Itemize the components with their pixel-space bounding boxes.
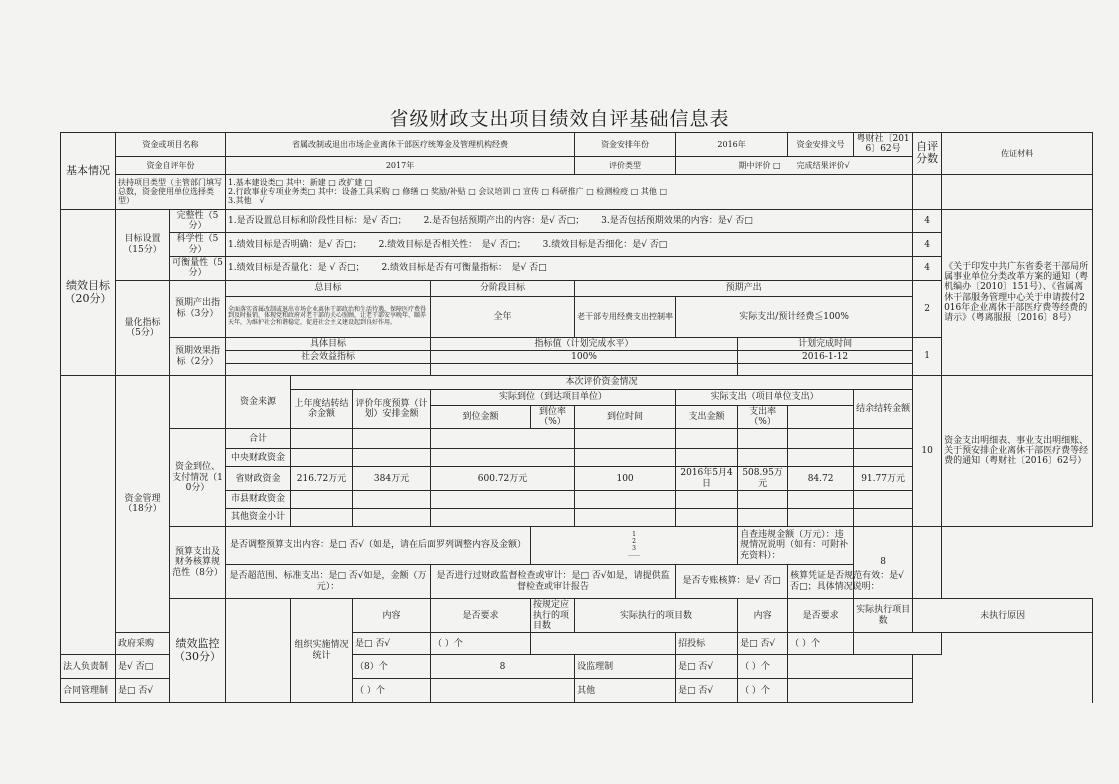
effect-time: 2016-1-12: [738, 351, 913, 364]
cell-rate: [575, 509, 676, 527]
measurable-q2: 2.绩效目标是否有可衡量指标： 是√ 否□: [381, 263, 547, 274]
cell-planned: （8）个: [353, 655, 431, 679]
col-actual: 实际执行的项目数: [575, 599, 738, 633]
project-type-2: 2.行政事业专项业务类□ 其中：设备工具采购 □ 修缮 □ 奖励/补贴 □ 会议培训 □ 宣传 □ 科研推广 □ 检测检疫 □ 其他 □: [228, 187, 668, 197]
adjust-item: 1: [632, 531, 636, 539]
cell-time: [676, 491, 738, 509]
section-goals: 绩效目标（20分）: [61, 209, 116, 376]
audit-question: 是否进行过财政监督检查或审计：是□ 否√如是，请提供监督检查或审计报告: [431, 565, 676, 599]
project-type-label: 扶持项目类型（主管部门填写总数，资金使用单位选择类型）: [116, 174, 226, 209]
cell-arrival: [431, 509, 575, 527]
quant-label: 量化指标（5分）: [116, 280, 170, 376]
output-indicator: 老干部专用经费支出控制率: [575, 296, 676, 337]
scientific-label: 科学性（5分）: [170, 233, 226, 257]
col-reason: 未执行原因: [913, 599, 1093, 633]
arrival-label: 资金到位、支付情况（10分）: [170, 429, 226, 527]
cell-prev: [291, 429, 353, 449]
voucher-question: 核算凭证是否规范有效：是√ 否□；具体情况说明：: [788, 565, 913, 599]
overall-target: 全面落实省属改制或退出市场企业离休干部政治和生活待遇，保障医疗费得到及时报销，体现党和政府对老干部的关心照顾，让老干部安享晚年、颐养天年，为维护社会和谐稳定，促进社会主义建设起到良好作用。: [226, 296, 431, 337]
org-label: 组织实施情况统计: [291, 599, 353, 703]
cell-spend-rate: [788, 429, 854, 449]
table-row: 合同管理制: [61, 679, 116, 703]
col-required-2: 是否要求: [788, 599, 854, 633]
eval-year-label: 资金自评年份: [116, 156, 226, 174]
cell-required: 是□ 否√: [353, 633, 431, 655]
cell-spend: 508.95万元: [738, 467, 788, 491]
adjust-item: 2: [632, 538, 636, 546]
self-check: 自查违规金额（万元）：违规情况说明（如有：可附补充资料）：: [738, 527, 854, 565]
eval-type-label: 评价类型: [575, 156, 676, 174]
eval-year: 2017年: [226, 156, 575, 174]
budget-score: 8: [854, 527, 913, 599]
cell-arrival: [431, 429, 575, 449]
arrival-rate-label: 到位率（%）: [531, 405, 575, 429]
cell-spend: [738, 449, 788, 467]
arrival-group-label: 实际到位（到达项目单位）: [431, 389, 676, 405]
setting-label: 目标设置（15分）: [116, 209, 170, 280]
col-content-2: 内容: [738, 599, 788, 633]
cell-balance: [854, 449, 913, 467]
completeness-q2: 2.是否包括预期产出的内容：是√ 否□；: [423, 215, 585, 226]
cell-required: 是√ 否□: [116, 655, 170, 679]
arrival-score: 10: [913, 376, 942, 527]
cell-prev: [291, 491, 353, 509]
balance-label: 结余结转金额: [854, 389, 913, 429]
cell-prev: [291, 509, 353, 527]
scientific-q2: 2.绩效目标是否相关性： 是√ 否□；: [378, 239, 526, 250]
cell-spend-rate: 84.72: [788, 467, 854, 491]
effect-empty-1: [226, 364, 431, 376]
cell-balance: [854, 509, 913, 527]
goals-evidence: 《关于印发中共广东省委老干部局所属事业单位分类改革方案的通知（粤机编办〔2010〕151号）、《省属离休干部服务管理中心关于申请拨付2016年企业离休干部医疗费等经费的请示》（粤离服报〔2016〕8号）: [942, 209, 1093, 376]
self-score-label: 自评分数: [913, 133, 942, 175]
cell-budget: 384万元: [353, 467, 431, 491]
section-monitor: 绩效监控（30分）: [170, 599, 226, 703]
scientific-score: 4: [913, 233, 942, 257]
funds-blank-col: [170, 376, 226, 429]
scientific-q3: 3.绩效目标是否细化：是√ 否□: [542, 239, 668, 250]
completeness-q3: 3.是否包括预期效果的内容：是√ 否□: [601, 215, 753, 226]
doc-label: 资金安排文号: [788, 133, 854, 157]
measurable-label: 可衡量性（5分）: [170, 257, 226, 281]
project-name-label: 资金或项目名称: [116, 133, 226, 157]
table-row: 中央财政资金: [226, 449, 291, 467]
project-type-1: 1.基本建设类□ 其中：新建 □ 改扩建 □: [228, 177, 373, 187]
scientific-q1: 1.绩效目标是否明确：是√ 否□；: [228, 239, 362, 250]
col-required: 是否要求: [431, 599, 531, 633]
cell-balance: 91.77万元: [854, 467, 913, 491]
table-row: 省财政资金: [226, 467, 291, 491]
cell-spend-rate: [788, 509, 854, 527]
effect-target: 社会效益指标: [226, 351, 431, 364]
cell-arrival: [431, 449, 575, 467]
cell-actual-2: （ ）个: [738, 679, 788, 703]
table-row: 合计: [226, 429, 291, 449]
adjust-items: [531, 527, 738, 565]
effect-value: 100%: [431, 351, 738, 364]
budget-evidence: [913, 527, 942, 599]
cell-time: [676, 449, 738, 467]
cell-actual: [531, 633, 676, 655]
cell-planned: （ ）个: [353, 679, 431, 703]
cell-arrival: 600.72万元: [431, 467, 575, 491]
empty-evidence-cell: [942, 174, 1093, 209]
project-type-options: [226, 174, 913, 209]
adjust-item: ……: [628, 551, 641, 559]
cell-required: 是□ 否√: [116, 679, 170, 703]
spend-group-label: 实际支出（项目单位支出）: [676, 389, 854, 405]
output-label: 预期产出指标（3分）: [170, 280, 226, 337]
section-funds: 资金管理（18分）: [116, 376, 170, 633]
special-account-question: 是否专账核算：是√ 否□: [676, 565, 788, 599]
funds-evidence: 资金支出明细表、事业支出明细账、关于预安排企业离休干部医疗费等经费的通知（粤财社〔2016〕62号）: [942, 376, 1093, 527]
cell-required-2: 是□ 否√: [676, 655, 738, 679]
spend-extra-blank: [788, 405, 854, 429]
measurable-q1: 1.绩效目标是否量化：是 √ 否□；: [228, 263, 365, 274]
effect-score: 1: [913, 337, 942, 376]
cell-arrival: [431, 491, 575, 509]
cell-content-2: 招投标: [676, 633, 738, 655]
source-label: 资金来源: [226, 376, 291, 429]
evidence-label: 佐证材料: [942, 133, 1093, 175]
budget-label: 评价年度预算（计划）安排金额: [353, 389, 431, 429]
arrival-amount-label: 到位金额: [431, 405, 531, 429]
cell-required-2: 是□ 否√: [738, 633, 788, 655]
year-label: 资金安排年份: [575, 133, 676, 157]
budget-exec-label: 预算支出及财务核算规范性（8分）: [170, 527, 226, 599]
current-eval-label: 本次评价资金情况: [291, 376, 913, 389]
adjust-question: 是否调整预算支出内容：是□ 否√（如是，请在后面罗列调整内容及金额）: [226, 527, 531, 565]
cell-budget: [353, 491, 431, 509]
spend-rate-label: 支出率（%）: [738, 405, 788, 429]
cell-rate: 100: [575, 467, 676, 491]
col-actual-2: 实际执行项目数: [854, 599, 913, 633]
scope-question: 是否超范围、标准支出：是□ 否√如是，金额（万元）：: [226, 565, 431, 599]
cell-actual-2: （ ）个: [738, 655, 788, 679]
cell-content-2: 设监理制: [575, 655, 676, 679]
measurable-score: 4: [913, 257, 942, 281]
effect-time-label: 计划完成时间: [738, 337, 913, 350]
eval-type: 期中评价 □ 完成结果评价√: [676, 156, 913, 174]
adjust-item: 3: [632, 544, 636, 552]
measurable-questions: [226, 257, 913, 281]
cell-spend: [738, 491, 788, 509]
cell-budget: [353, 429, 431, 449]
cell-actual-2: （ ）个: [788, 633, 854, 655]
col-content: 内容: [353, 599, 431, 633]
cell-rate: [575, 491, 676, 509]
cell-content-2: 其他: [575, 679, 676, 703]
cell-actual: [431, 679, 575, 703]
table-row: 法人负责制: [61, 655, 116, 679]
completeness-questions: [226, 209, 913, 233]
project-type-3: 3.其他 √: [228, 196, 265, 206]
effect-target-label: 具体目标: [226, 337, 431, 350]
scientific-questions: [226, 233, 913, 257]
output-score: 2: [913, 280, 942, 337]
prev-balance-label: 上年度结转结余金额: [291, 389, 353, 429]
cell-actual: 8: [431, 655, 575, 679]
cell-rate: [575, 429, 676, 449]
cell-balance: [854, 491, 913, 509]
cell-time: [676, 509, 738, 527]
cell-balance: [854, 429, 913, 449]
completeness-label: 完整性（5分）: [170, 209, 226, 233]
overall-target-label: 总目标: [226, 280, 431, 296]
cell-reason: [854, 633, 942, 655]
cell-prev: [291, 449, 353, 467]
cell-rate: [575, 449, 676, 467]
spend-amount-label: 支出金额: [676, 405, 738, 429]
cell-reason: [788, 679, 913, 703]
table-row: 市县财政资金: [226, 491, 291, 509]
doc-number: 粤财社〔2016〕62号: [854, 133, 913, 157]
effect-label: 预期效果指标（2分）: [170, 337, 226, 376]
year-value: 2016年: [676, 133, 788, 157]
output-value: 实际支出/预计经费≦100%: [676, 296, 913, 337]
table-row: 政府采购: [116, 633, 170, 655]
arrival-time-label: 到位时间: [575, 405, 676, 429]
empty-score-cell: [913, 174, 942, 209]
project-name: 省属改制或退出市场企业离休干部医疗统筹金及管理机构经费: [226, 133, 575, 157]
goals-continue-blank: [61, 376, 116, 655]
cell-prev: 216.72万元: [291, 467, 353, 491]
completeness-q1: 1.是否设置总目标和阶段性目标：是√ 否□；: [228, 215, 407, 226]
col-planned: 按规定应执行的项目数: [531, 599, 575, 633]
cell-planned: （ ）个: [431, 633, 531, 655]
cell-spend-rate: [788, 449, 854, 467]
completeness-score: 4: [913, 209, 942, 233]
cell-spend-rate: [788, 491, 854, 509]
performance-table: [60, 132, 1093, 703]
cell-required-2: 是□ 否√: [676, 679, 738, 703]
cell-spend: [738, 509, 788, 527]
effect-value-label: 指标值（计划完成水平）: [431, 337, 738, 350]
cell-reason: [788, 655, 913, 679]
stage-target-label: 分阶段目标: [431, 280, 575, 296]
effect-empty-3: [738, 364, 913, 376]
expected-output-label: 预期产出: [575, 280, 913, 296]
monitor-blank: [226, 599, 291, 703]
cell-time: 2016年5月4日: [676, 467, 738, 491]
table-row: 其他资金小计: [226, 509, 291, 527]
cell-spend: [738, 429, 788, 449]
cell-time: [676, 429, 738, 449]
page-title: 省级财政支出项目绩效自评基础信息表: [389, 108, 730, 130]
stage-target: 全年: [431, 296, 575, 337]
effect-empty-2: [431, 364, 738, 376]
section-basic: 基本情况: [61, 133, 116, 210]
cell-budget: [353, 449, 431, 467]
cell-budget: [353, 509, 431, 527]
